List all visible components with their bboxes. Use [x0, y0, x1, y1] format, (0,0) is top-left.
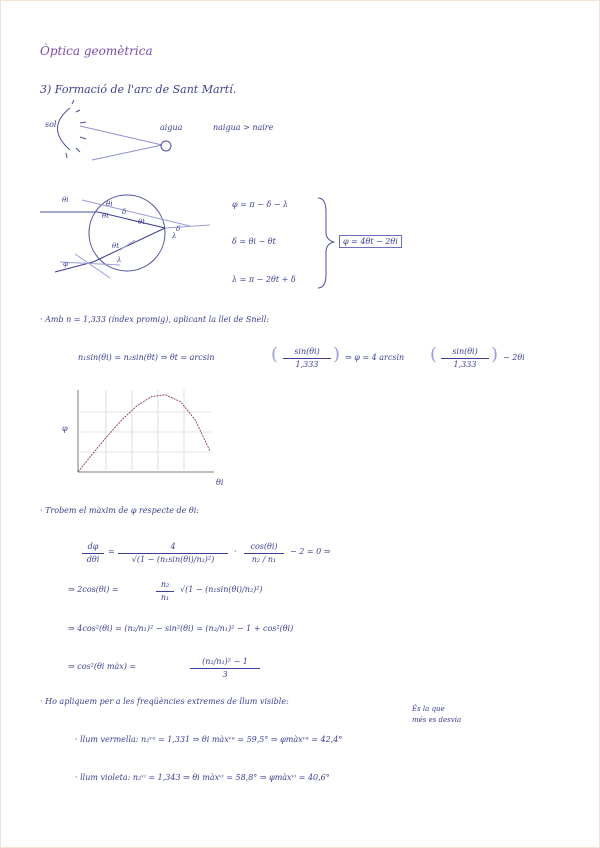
equations-brace — [318, 198, 334, 288]
deriv-l2-tail: √(1 − (n₁sin(θi)/n₂)²) — [180, 585, 263, 594]
snell-tail: − 2θi — [503, 353, 525, 362]
label-lambda-2: λ — [117, 256, 122, 264]
deriv-dot: · — [234, 547, 237, 556]
label-theta-i: θi — [62, 196, 69, 204]
snell-frac1-den: 1,333 — [295, 360, 319, 369]
deriv-l4-num: (n₂/n₁)² − 1 — [190, 656, 260, 669]
sun-label: sol — [45, 120, 57, 129]
apply-intro: · Ho apliquem per a les freqüències extremes de llum visible: — [40, 697, 289, 706]
graph-ylabel: φ — [62, 424, 68, 433]
boxed-result: φ = 4θt − 2θi — [339, 235, 402, 248]
phi-curve — [78, 395, 210, 472]
label-phi: φ — [63, 260, 68, 268]
deriv-fraction-2 — [244, 541, 284, 566]
deriv-l4-den: 3 — [222, 670, 228, 679]
snell-frac2-den: 1,333 — [453, 360, 477, 369]
deriv-frac1-num: 4 — [118, 541, 228, 554]
label-lambda: λ — [172, 232, 177, 240]
dtheta: dθi — [86, 555, 100, 564]
deriv-frac2-den: n₂ / n₁ — [251, 555, 277, 564]
max-intro: · Trobem el màxim de φ respecte de θi: — [40, 506, 199, 515]
snell-intro: · Amb n = 1,333 (índex promig), aplicant la llei de Snell: — [40, 315, 270, 324]
side-note: És la que més es desvia — [412, 705, 462, 724]
deriv-tail: − 2 = 0 ⇒ — [290, 547, 331, 556]
snell-frac1-num: sin(θi) — [283, 346, 331, 359]
label-theta-t: θt — [102, 212, 110, 220]
equation-phi: φ = π − δ − λ — [232, 200, 289, 209]
label-theta-i-2: θi — [106, 200, 113, 208]
label-theta-t-2: θt — [138, 218, 146, 226]
snell-fraction-2 — [441, 346, 489, 371]
deriv-fraction-1 — [118, 541, 228, 566]
paren-close: ) — [333, 344, 341, 365]
derivative-fraction — [82, 541, 104, 566]
label-delta: δ — [122, 208, 127, 216]
graph-xlabel: θi — [216, 478, 224, 487]
equation-lambda: λ = π − 2θt + δ — [232, 275, 296, 284]
snell-mid: ⇒ φ = 4 arcsin — [345, 353, 405, 362]
deriv-eq: = — [108, 547, 115, 556]
snell-lhs: n₁sin(θi) = n₂sin(θt) ⇒ θt = arcsin — [78, 353, 215, 362]
deriv-frac1-den: √(1 − (n₁sin(θi)/n₂)²) — [131, 555, 215, 564]
page-title: Òptica geomètrica — [40, 44, 153, 58]
section-heading: 3) Formació de l'arc de Sant Martí. — [40, 83, 237, 96]
refraction-condition: naigua > naire — [213, 123, 274, 132]
deriv-l4-fraction — [190, 656, 260, 681]
water-drop — [161, 141, 171, 151]
paren-close-2: ) — [491, 344, 499, 365]
snell-fraction-1 — [283, 346, 331, 371]
violet-light-result: · llum violeta: n₂ᵛⁱ = 1,343 ⇒ θi màxᵛⁱ = 58,8° ⇒ φmàxᵛⁱ = 40,6° — [75, 773, 330, 782]
sun-arc — [58, 108, 71, 150]
paren-open: ( — [271, 344, 279, 365]
deriv-l2-num: n₂ — [156, 579, 174, 592]
graph — [80, 390, 212, 470]
label-theta-t-3: θt — [112, 242, 120, 250]
derivation-line-2: ⇒ 2cos(θi) = — [68, 585, 119, 594]
deriv-l2-fraction — [156, 579, 174, 604]
drop-label: aigua — [160, 123, 183, 132]
deriv-frac2-num: cos(θi) — [244, 541, 284, 554]
derivation-line-4: ⇒ cos²(θi màx) = — [68, 662, 137, 671]
deriv-l2-den: n₁ — [160, 593, 170, 602]
red-light-result: · llum vermella: n₂ᵛᵉ = 1,331 ⇒ θi màxᵛᵉ = 59,5° ⇒ φmàxᵛᵉ = 42,4° — [75, 735, 343, 744]
dphi: dφ — [82, 541, 104, 554]
derivation-line-3: ⇒ 4cos²(θi) = (n₂/n₁)² − sin²(θi) = (n₂/n₁)² − 1 + cos²(θi) — [68, 624, 294, 633]
paren-open-2: ( — [430, 344, 438, 365]
label-delta-2: δ — [176, 225, 181, 233]
equation-delta: δ = θi − θt — [232, 237, 276, 246]
snell-frac2-num: sin(θi) — [441, 346, 489, 359]
